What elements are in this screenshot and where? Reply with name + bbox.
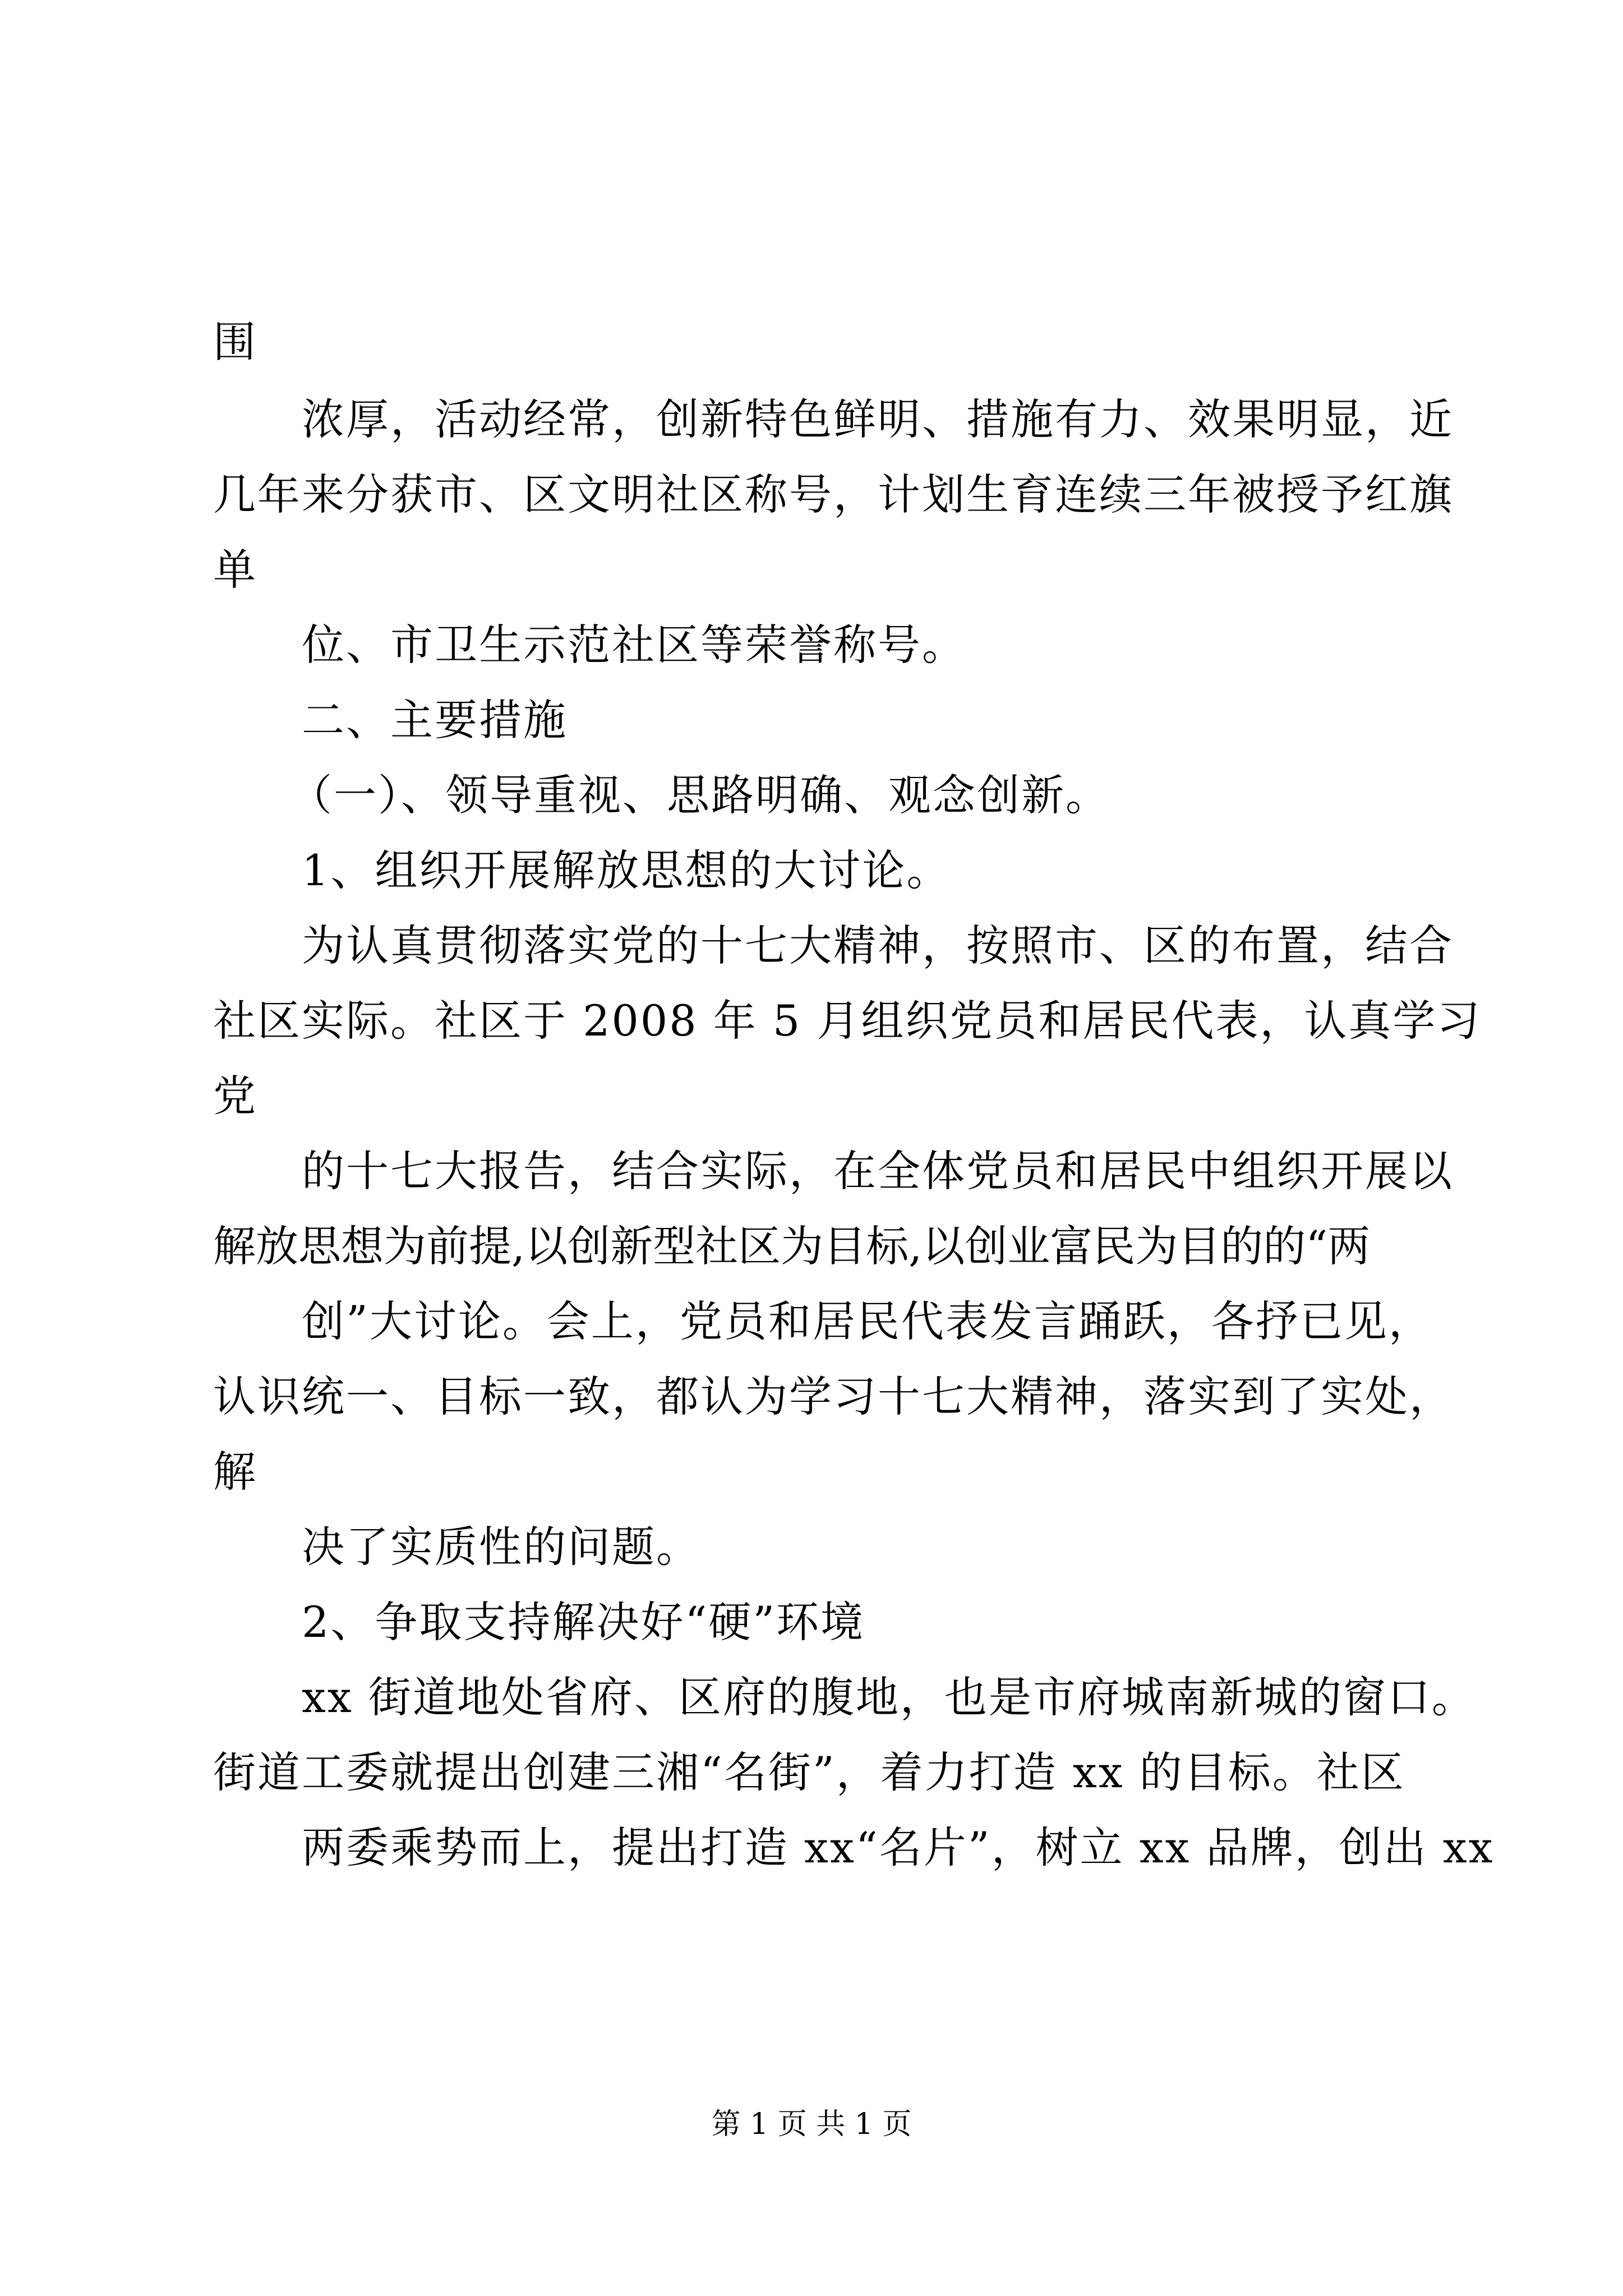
text-line: 单 xyxy=(213,545,257,595)
text-line: 解放思想为前提,以创新型社区为目标,以创业富民为目的的“两 xyxy=(213,1221,1371,1271)
text-line: 创”大讨论。会上，党员和居民代表发言踊跃，各抒已见， xyxy=(302,1296,1433,1346)
section-heading: 二、主要措施 xyxy=(302,695,568,745)
text-line: 解 xyxy=(213,1447,257,1497)
text-line: 位、市卫生示范社区等荣誉称号。 xyxy=(302,620,966,670)
item-heading: 2、争取支持解决好“硬”环境 xyxy=(302,1597,865,1647)
text-line: 决了实质性的问题。 xyxy=(302,1522,700,1572)
text-line: 认识统一、目标一致，都认为学习十七大精神，落实到了实处， xyxy=(213,1372,1454,1421)
page-footer: 第 1 页 共 1 页 xyxy=(711,2108,912,2141)
text-line: 街道工委就提出创建三湘“名街”，着力打造 xx 的目标。社区 xyxy=(213,1747,1405,1797)
text-line: 的十七大报告，结合实际，在全体党员和居民中组织开展以 xyxy=(302,1146,1454,1196)
text-line: 为认真贯彻落实党的十七大精神，按照市、区的布置，结合 xyxy=(302,921,1454,970)
item-heading: 1、组织开展解放思想的大讨论。 xyxy=(302,845,951,895)
text-line: 围 xyxy=(213,317,257,367)
text-line: 党 xyxy=(213,1071,257,1121)
text-line: 浓厚，活动经常，创新特色鲜明、措施有力、效果明显，近 xyxy=(302,394,1454,444)
subsection-heading: （一）、领导重视、思路明确、观念创新。 xyxy=(289,770,1110,820)
text-line: xx 街道地处省府、区府的腹地，也是市府城南新城的窗口。 xyxy=(302,1672,1476,1722)
text-line: 社区实际。社区于 2008 年 5 月组织党员和居民代表，认真学习 xyxy=(213,996,1482,1046)
text-line: 几年来分获市、区文明社区称号，计划生育连续三年被授予红旗 xyxy=(213,470,1454,519)
text-line: 两委乘势而上，提出打造 xx“名片”，树立 xx 品牌，创出 xx xyxy=(302,1823,1495,1872)
